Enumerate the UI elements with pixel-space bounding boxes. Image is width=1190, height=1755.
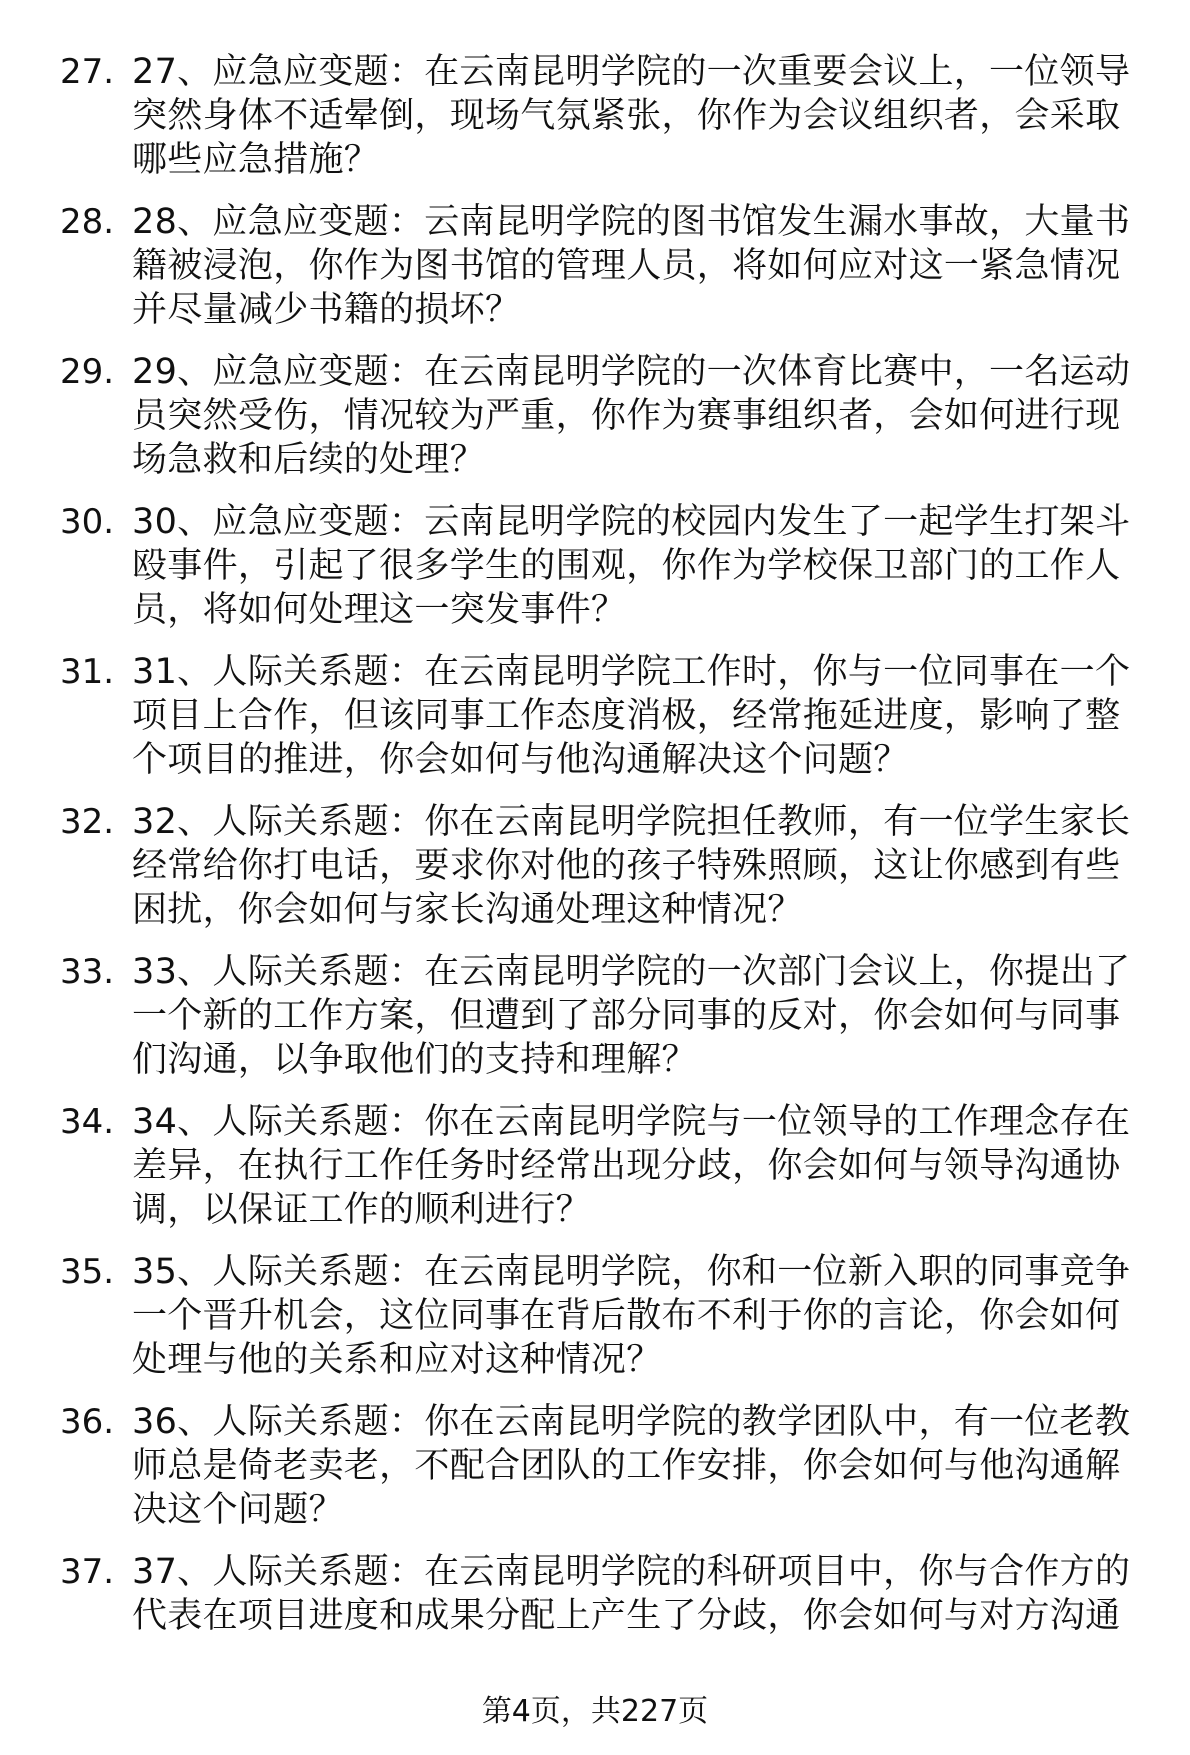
item-number: 34. xyxy=(60,1102,115,1142)
list-item xyxy=(0,800,1190,932)
item-text: 36、人际关系题：你在云南昆明学院的教学团队中，有一位老教师总是倚老卖老，不配合团队的工作安排，你会如何与他沟通解决这个问题？ xyxy=(132,1402,1131,1530)
list-item xyxy=(0,50,1190,182)
item-number: 37. xyxy=(60,1552,115,1592)
list-item xyxy=(0,1400,1190,1532)
item-text: 37、人际关系题：在云南昆明学院的科研项目中，你与合作方的代表在项目进度和成果分配上产生了分歧，你会如何与对方沟通 xyxy=(132,1552,1131,1636)
item-number: 33. xyxy=(60,952,115,992)
item-text: 31、人际关系题：在云南昆明学院工作时，你与一位同事在一个项目上合作，但该同事工作态度消极，经常拖延进度，影响了整个项目的推进，你会如何与他沟通解决这个问题？ xyxy=(132,652,1131,780)
list-item xyxy=(0,200,1190,332)
item-text: 34、人际关系题：你在云南昆明学院与一位领导的工作理念存在差异，在执行工作任务时经常出现分歧，你会如何与领导沟通协调，以保证工作的顺利进行？ xyxy=(132,1102,1131,1230)
item-number: 29. xyxy=(60,352,115,392)
item-text: 28、应急应变题：云南昆明学院的图书馆发生漏水事故，大量书籍被浸泡，你作为图书馆的管理人员，将如何应对这一紧急情况并尽量减少书籍的损坏？ xyxy=(132,202,1131,330)
list-item xyxy=(0,500,1190,632)
item-number: 31. xyxy=(60,652,115,692)
item-text: 32、人际关系题：你在云南昆明学院担任教师，有一位学生家长经常给你打电话，要求你对他的孩子特殊照顾，这让你感到有些困扰，你会如何与家长沟通处理这种情况？ xyxy=(132,802,1131,930)
list-item xyxy=(0,650,1190,782)
item-number: 27. xyxy=(60,52,115,92)
item-text: 33、人际关系题：在云南昆明学院的一次部门会议上，你提出了一个新的工作方案，但遭到了部分同事的反对，你会如何与同事们沟通，以争取他们的支持和理解？ xyxy=(132,952,1131,1080)
item-number: 30. xyxy=(60,502,115,542)
question-list xyxy=(0,50,1190,1656)
item-text: 35、人际关系题：在云南昆明学院，你和一位新入职的同事竞争一个晋升机会，这位同事在背后散布不利于你的言论，你会如何处理与他的关系和应对这种情况？ xyxy=(132,1252,1131,1380)
item-number: 36. xyxy=(60,1402,115,1442)
item-number: 35. xyxy=(60,1252,115,1292)
list-item xyxy=(0,950,1190,1082)
item-text: 27、应急应变题：在云南昆明学院的一次重要会议上，一位领导突然身体不适晕倒，现场气氛紧张，你作为会议组织者，会采取哪些应急措施？ xyxy=(132,52,1131,180)
page-footer: 第4页，共227页 xyxy=(481,1694,709,1729)
item-text: 30、应急应变题：云南昆明学院的校园内发生了一起学生打架斗殴事件，引起了很多学生的围观，你作为学校保卫部门的工作人员，将如何处理这一突发事件？ xyxy=(132,502,1131,630)
item-text: 29、应急应变题：在云南昆明学院的一次体育比赛中，一名运动员突然受伤，情况较为严重，你作为赛事组织者，会如何进行现场急救和后续的处理？ xyxy=(132,352,1131,480)
item-number: 32. xyxy=(60,802,115,842)
list-item xyxy=(0,1550,1190,1638)
list-item xyxy=(0,1100,1190,1232)
list-item xyxy=(0,350,1190,482)
list-item xyxy=(0,1250,1190,1382)
item-number: 28. xyxy=(60,202,115,242)
